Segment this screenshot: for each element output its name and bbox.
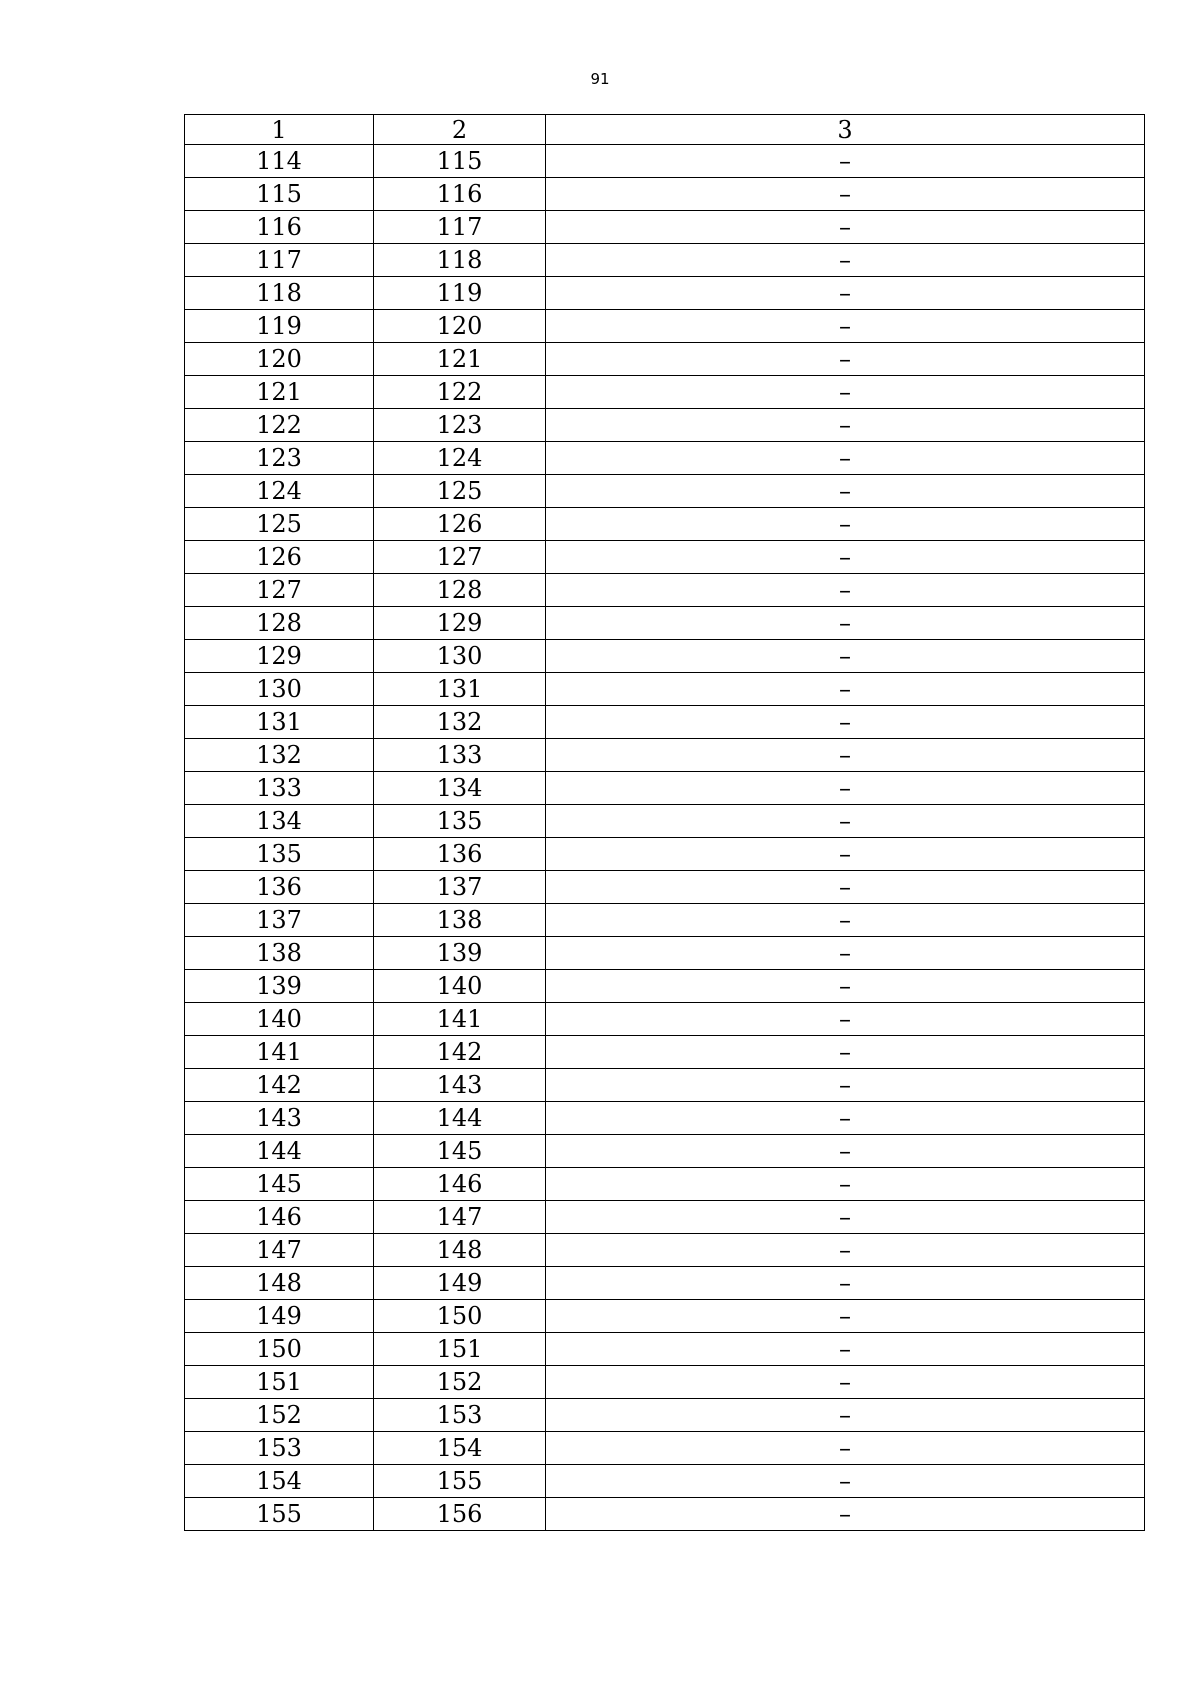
table-row	[185, 574, 1145, 607]
column-header-3: 3	[546, 115, 1145, 145]
table-cell-col-1: 147	[185, 1234, 374, 1267]
table-cell-col-2: 117	[374, 211, 546, 244]
table-row	[185, 1399, 1145, 1432]
table-cell-col-1: 129	[185, 640, 374, 673]
table-cell-col-2: 120	[374, 310, 546, 343]
table-cell-col-3: –	[546, 376, 1145, 409]
table-cell-col-2: 130	[374, 640, 546, 673]
table-cell-col-3: –	[546, 739, 1145, 772]
table-cell-col-3: –	[546, 277, 1145, 310]
table-cell-col-3: –	[546, 1399, 1145, 1432]
data-table	[184, 114, 1145, 1531]
table-cell-col-3: –	[546, 409, 1145, 442]
table-cell-col-1: 140	[185, 1003, 374, 1036]
table-cell-col-3: –	[546, 1135, 1145, 1168]
table-cell-col-1: 124	[185, 475, 374, 508]
table-cell-col-2: 151	[374, 1333, 546, 1366]
table-cell-col-3: –	[546, 244, 1145, 277]
table-cell-col-1: 125	[185, 508, 374, 541]
table-row	[185, 244, 1145, 277]
table-cell-col-2: 127	[374, 541, 546, 574]
table-cell-col-3: –	[546, 904, 1145, 937]
table-header-row	[185, 115, 1145, 145]
table-row	[185, 178, 1145, 211]
table-row	[185, 970, 1145, 1003]
table-cell-col-3: –	[546, 1300, 1145, 1333]
table-row	[185, 343, 1145, 376]
table-row	[185, 1168, 1145, 1201]
table-row	[185, 937, 1145, 970]
column-header-2: 2	[374, 115, 546, 145]
table-body	[185, 145, 1145, 1531]
table-cell-col-2: 129	[374, 607, 546, 640]
table-cell-col-1: 128	[185, 607, 374, 640]
table-cell-col-2: 142	[374, 1036, 546, 1069]
table-cell-col-1: 126	[185, 541, 374, 574]
table-cell-col-1: 116	[185, 211, 374, 244]
table-cell-col-3: –	[546, 1333, 1145, 1366]
table-cell-col-3: –	[546, 475, 1145, 508]
table-cell-col-3: –	[546, 1003, 1145, 1036]
table-cell-col-3: –	[546, 211, 1145, 244]
table-cell-col-3: –	[546, 1267, 1145, 1300]
table-cell-col-1: 143	[185, 1102, 374, 1135]
table-cell-col-2: 150	[374, 1300, 546, 1333]
table-row	[185, 838, 1145, 871]
table-cell-col-3: –	[546, 937, 1145, 970]
table-row	[185, 409, 1145, 442]
table-cell-col-2: 119	[374, 277, 546, 310]
table-row	[185, 277, 1145, 310]
table-cell-col-2: 154	[374, 1432, 546, 1465]
table-cell-col-3: –	[546, 772, 1145, 805]
table-cell-col-1: 141	[185, 1036, 374, 1069]
table-row	[185, 1267, 1145, 1300]
table-cell-col-3: –	[546, 1498, 1145, 1531]
table-cell-col-1: 120	[185, 343, 374, 376]
table-row	[185, 376, 1145, 409]
table-row	[185, 1498, 1145, 1531]
table-cell-col-1: 135	[185, 838, 374, 871]
table-cell-col-2: 146	[374, 1168, 546, 1201]
table-cell-col-2: 141	[374, 1003, 546, 1036]
table-row	[185, 310, 1145, 343]
table-cell-col-3: –	[546, 574, 1145, 607]
table-cell-col-1: 123	[185, 442, 374, 475]
table-row	[185, 442, 1145, 475]
table-cell-col-1: 145	[185, 1168, 374, 1201]
table-cell-col-2: 140	[374, 970, 546, 1003]
table-cell-col-1: 149	[185, 1300, 374, 1333]
table-cell-col-3: –	[546, 1366, 1145, 1399]
table-cell-col-3: –	[546, 607, 1145, 640]
table-cell-col-1: 152	[185, 1399, 374, 1432]
table-row	[185, 541, 1145, 574]
table-cell-col-1: 119	[185, 310, 374, 343]
table-cell-col-1: 155	[185, 1498, 374, 1531]
table-cell-col-3: –	[546, 310, 1145, 343]
table-cell-col-2: 135	[374, 805, 546, 838]
table-cell-col-1: 150	[185, 1333, 374, 1366]
table-cell-col-1: 146	[185, 1201, 374, 1234]
table-cell-col-2: 123	[374, 409, 546, 442]
table-cell-col-2: 128	[374, 574, 546, 607]
table-cell-col-3: –	[546, 1465, 1145, 1498]
table-cell-col-1: 134	[185, 805, 374, 838]
table-row	[185, 1366, 1145, 1399]
table-cell-col-1: 117	[185, 244, 374, 277]
table-cell-col-1: 131	[185, 706, 374, 739]
table-row	[185, 871, 1145, 904]
table-row	[185, 607, 1145, 640]
table-cell-col-3: –	[546, 706, 1145, 739]
table-cell-col-2: 138	[374, 904, 546, 937]
table-cell-col-3: –	[546, 805, 1145, 838]
table-cell-col-1: 132	[185, 739, 374, 772]
table-row	[185, 211, 1145, 244]
table-cell-col-1: 114	[185, 145, 374, 178]
table-row	[185, 805, 1145, 838]
table-cell-col-1: 130	[185, 673, 374, 706]
table-cell-col-3: –	[546, 541, 1145, 574]
table-cell-col-1: 144	[185, 1135, 374, 1168]
table-cell-col-3: –	[546, 1036, 1145, 1069]
table-cell-col-2: 134	[374, 772, 546, 805]
table-cell-col-1: 118	[185, 277, 374, 310]
table-row	[185, 1300, 1145, 1333]
table-cell-col-2: 136	[374, 838, 546, 871]
table-cell-col-1: 122	[185, 409, 374, 442]
table-cell-col-1: 115	[185, 178, 374, 211]
table-cell-col-3: –	[546, 970, 1145, 1003]
table-cell-col-3: –	[546, 1069, 1145, 1102]
table-cell-col-2: 153	[374, 1399, 546, 1432]
table-row	[185, 904, 1145, 937]
table-cell-col-3: –	[546, 1432, 1145, 1465]
table-cell-col-1: 127	[185, 574, 374, 607]
table-row	[185, 1234, 1145, 1267]
table-cell-col-2: 152	[374, 1366, 546, 1399]
table-row	[185, 772, 1145, 805]
table-row	[185, 739, 1145, 772]
table-cell-col-2: 122	[374, 376, 546, 409]
table-cell-col-2: 156	[374, 1498, 546, 1531]
table-cell-col-2: 124	[374, 442, 546, 475]
table-cell-col-2: 132	[374, 706, 546, 739]
table-row	[185, 1432, 1145, 1465]
table-cell-col-2: 139	[374, 937, 546, 970]
table-cell-col-3: –	[546, 1168, 1145, 1201]
table-cell-col-3: –	[546, 508, 1145, 541]
table-cell-col-3: –	[546, 1102, 1145, 1135]
table-row	[185, 1069, 1145, 1102]
table-cell-col-2: 131	[374, 673, 546, 706]
table-cell-col-2: 149	[374, 1267, 546, 1300]
table-row	[185, 475, 1145, 508]
table-cell-col-2: 148	[374, 1234, 546, 1267]
table-cell-col-1: 142	[185, 1069, 374, 1102]
table-row	[185, 1036, 1145, 1069]
table-cell-col-2: 121	[374, 343, 546, 376]
table-cell-col-3: –	[546, 178, 1145, 211]
table-row	[185, 508, 1145, 541]
table-cell-col-3: –	[546, 145, 1145, 178]
table-cell-col-2: 155	[374, 1465, 546, 1498]
table-row	[185, 1102, 1145, 1135]
table-cell-col-3: –	[546, 343, 1145, 376]
table-cell-col-2: 116	[374, 178, 546, 211]
table-cell-col-1: 148	[185, 1267, 374, 1300]
table-cell-col-2: 118	[374, 244, 546, 277]
table-row	[185, 1135, 1145, 1168]
column-header-1: 1	[185, 115, 374, 145]
table-row	[185, 1465, 1145, 1498]
table-cell-col-2: 144	[374, 1102, 546, 1135]
table-cell-col-1: 151	[185, 1366, 374, 1399]
page-number: 91	[590, 70, 610, 88]
table-row	[185, 1201, 1145, 1234]
table-cell-col-2: 137	[374, 871, 546, 904]
table-cell-col-1: 139	[185, 970, 374, 1003]
table-cell-col-2: 126	[374, 508, 546, 541]
table-cell-col-2: 145	[374, 1135, 546, 1168]
table-cell-col-3: –	[546, 1234, 1145, 1267]
table-row	[185, 1333, 1145, 1366]
table-cell-col-2: 147	[374, 1201, 546, 1234]
table-cell-col-2: 143	[374, 1069, 546, 1102]
table-cell-col-3: –	[546, 871, 1145, 904]
table-row	[185, 706, 1145, 739]
table-cell-col-1: 136	[185, 871, 374, 904]
table-cell-col-1: 133	[185, 772, 374, 805]
table-cell-col-1: 154	[185, 1465, 374, 1498]
table-cell-col-2: 125	[374, 475, 546, 508]
table-cell-col-1: 153	[185, 1432, 374, 1465]
table-cell-col-3: –	[546, 640, 1145, 673]
table-cell-col-1: 137	[185, 904, 374, 937]
table-cell-col-3: –	[546, 1201, 1145, 1234]
table-cell-col-3: –	[546, 442, 1145, 475]
table-cell-col-2: 115	[374, 145, 546, 178]
table-cell-col-3: –	[546, 838, 1145, 871]
table-row	[185, 673, 1145, 706]
table-cell-col-1: 121	[185, 376, 374, 409]
table-cell-col-1: 138	[185, 937, 374, 970]
table-row	[185, 145, 1145, 178]
table-cell-col-2: 133	[374, 739, 546, 772]
table-row	[185, 640, 1145, 673]
table-row	[185, 1003, 1145, 1036]
table-cell-col-3: –	[546, 673, 1145, 706]
